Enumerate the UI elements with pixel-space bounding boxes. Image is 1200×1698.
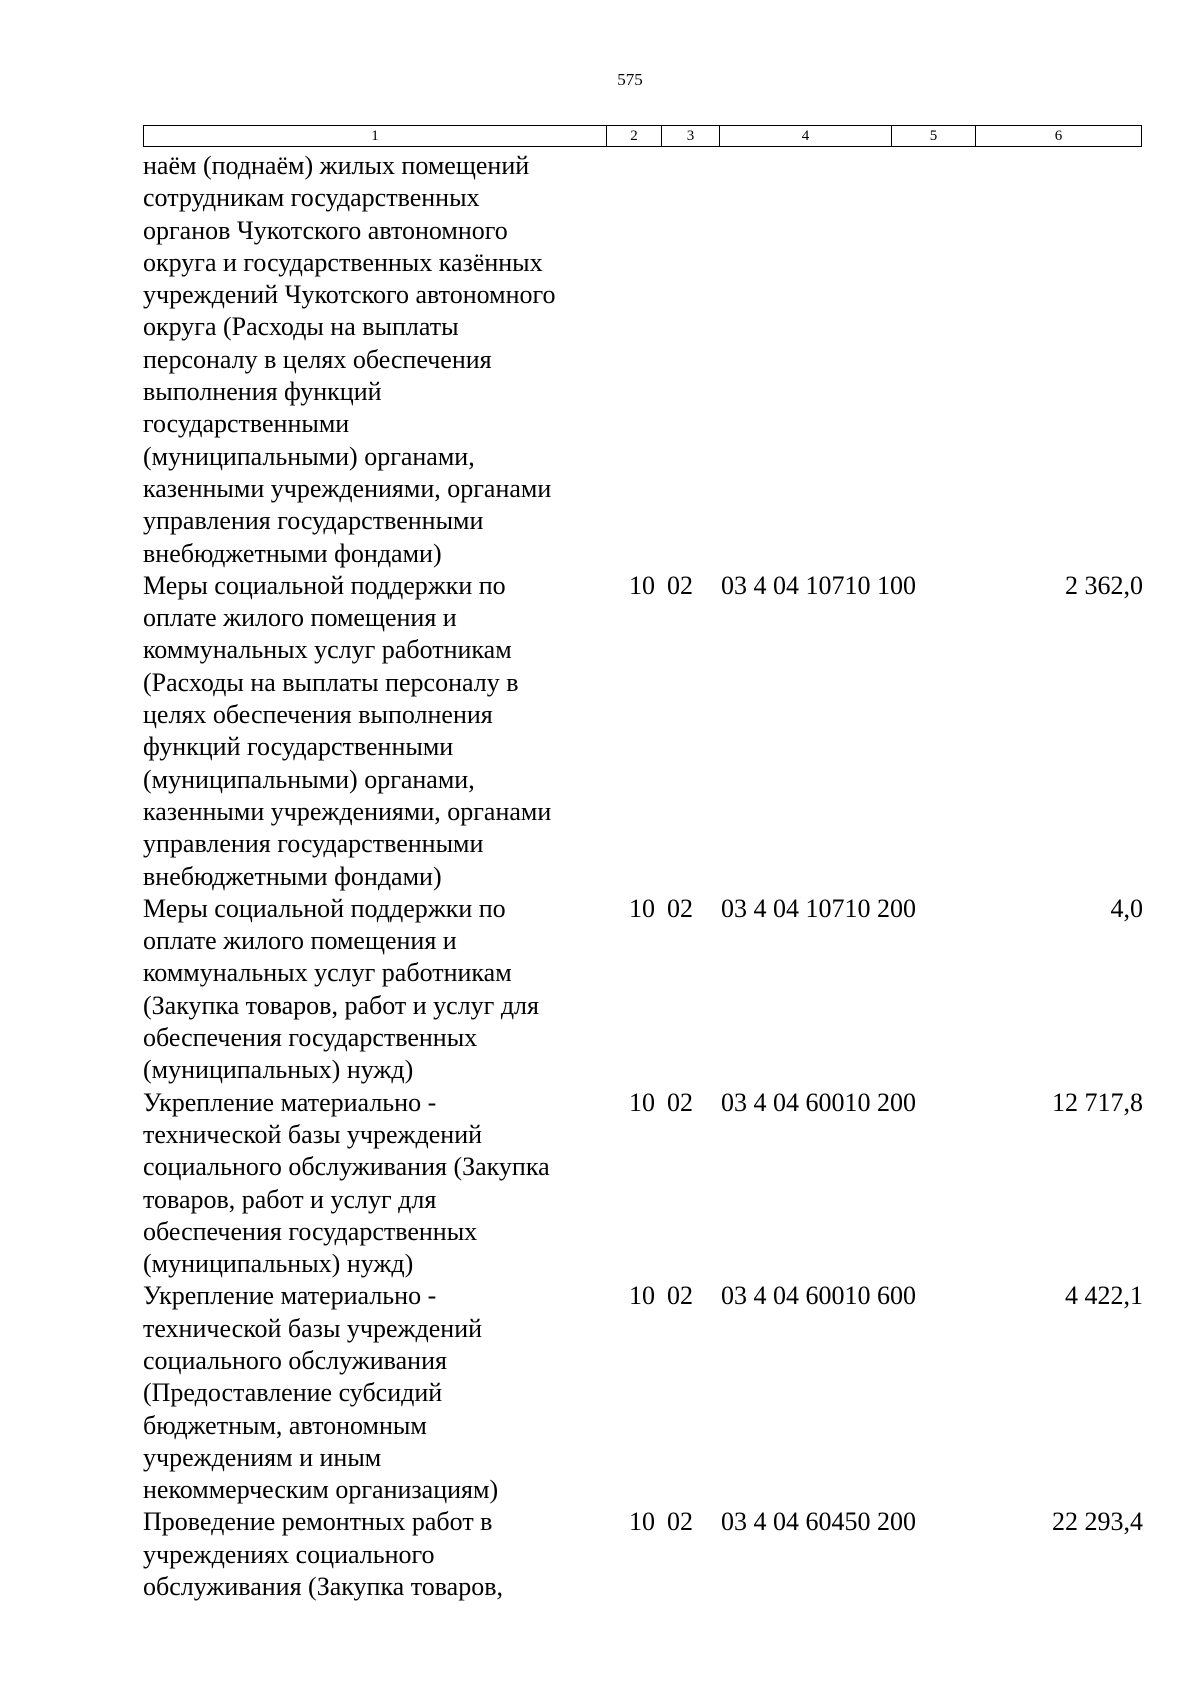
- header-col-4: 4: [720, 126, 892, 147]
- description-line: обеспечения государственных: [143, 1216, 478, 1246]
- table-row: [143, 1087, 1143, 1281]
- section-code: 10: [629, 893, 655, 923]
- header-col-3: 3: [662, 126, 720, 147]
- expense-description: [143, 1280, 600, 1506]
- description-line: наём (поднаём) жилых помещений: [143, 151, 530, 180]
- description-line: Укрепление материально -: [143, 1281, 437, 1311]
- budget-table-body: [143, 150, 1143, 1603]
- section-code: 10: [629, 1281, 655, 1311]
- description-line: (муниципальными) органами,: [143, 441, 475, 471]
- description-line: (Предоставление субсидий: [143, 1378, 443, 1408]
- description-line: Меры социальной поддержки по: [143, 570, 506, 600]
- subsection-cell: [655, 150, 685, 570]
- description-line: обеспечения государственных: [143, 1023, 478, 1053]
- description-line: персоналу в целях обеспечения: [143, 344, 492, 374]
- subsection-cell: [655, 1280, 693, 1506]
- description-line: целях обеспечения выполнения: [143, 700, 493, 730]
- description-line: Укрепление материально -: [143, 1087, 437, 1117]
- description-line: управления государственными: [143, 506, 484, 536]
- amount: 4 422,1: [1065, 1281, 1143, 1311]
- description-line: оплате жилого помещения и: [143, 926, 457, 956]
- table-row: [143, 570, 1143, 893]
- amount: 4,0: [1110, 893, 1143, 923]
- table-row: [143, 1280, 1143, 1506]
- description-line: округа и государственных казённых: [143, 247, 543, 277]
- description-line: коммунальных услуг работникам: [143, 958, 512, 988]
- description-line: государственными: [143, 409, 350, 439]
- description-line: внебюджетными фондами): [143, 538, 442, 568]
- header-row: [144, 126, 1142, 147]
- description-line: технической базы учреждений: [143, 1119, 483, 1149]
- amount: 22 293,4: [1052, 1507, 1143, 1537]
- description-line: учреждений Чукотского автономного: [143, 280, 556, 310]
- section-code: 10: [629, 1507, 655, 1537]
- description-line: Меры социальной поддержки по: [143, 893, 506, 923]
- description-line: (Расходы на выплаты персоналу в: [143, 667, 519, 697]
- expense-description: [143, 570, 600, 893]
- subsection-code: 02: [667, 1507, 693, 1537]
- header-col-1: 1: [144, 126, 607, 147]
- header-col-5: 5: [892, 126, 976, 147]
- description-line: выполнения функций: [143, 377, 382, 407]
- description-line: управления государственными: [143, 829, 484, 859]
- description-line: сотрудникам государственных: [143, 183, 480, 213]
- expense-description: [143, 150, 600, 570]
- header-col-2: 2: [607, 126, 662, 147]
- table-row: [143, 1506, 1143, 1603]
- description-line: оплате жилого помещения и: [143, 603, 457, 633]
- subsection-code: 02: [667, 1087, 693, 1117]
- subsection-code: 02: [667, 570, 693, 600]
- expense-description: [143, 1506, 600, 1603]
- table-row: [143, 150, 1143, 570]
- subsection-cell: [655, 893, 693, 1087]
- page-number: 575: [617, 70, 643, 89]
- description-line: коммунальных услуг работникам: [143, 635, 512, 665]
- amount: [915, 150, 1143, 570]
- description-line: органов Чукотского автономного: [143, 215, 508, 245]
- target-article-code: 03 4 04 60450 200: [721, 1507, 916, 1537]
- description-line: учреждениях социального: [143, 1539, 435, 1569]
- target-article-code: 03 4 04 10710 100: [721, 570, 916, 600]
- description-line: некоммерческим организациям): [143, 1475, 499, 1505]
- description-line: Проведение ремонтных работ в: [143, 1507, 493, 1537]
- column-number-header: [143, 125, 1142, 147]
- subsection-cell: [655, 1506, 693, 1603]
- description-line: округа (Расходы на выплаты: [143, 312, 459, 342]
- subsection-code: 02: [667, 1281, 693, 1311]
- description-line: товаров, работ и услуг для: [143, 1184, 437, 1214]
- description-line: социального обслуживания: [143, 1345, 447, 1375]
- subsection-cell: [655, 1087, 693, 1281]
- description-line: технической базы учреждений: [143, 1313, 483, 1343]
- description-line: внебюджетными фондами): [143, 861, 442, 891]
- target-article-code: 03 4 04 10710 200: [721, 893, 916, 923]
- section-code: 10: [629, 570, 655, 600]
- subsection-code: 02: [667, 893, 693, 923]
- description-line: функций государственными: [143, 732, 454, 762]
- target-article-code: 03 4 04 60010 600: [721, 1281, 916, 1311]
- target-article-code: 03 4 04 60010 200: [721, 1087, 916, 1117]
- description-line: учреждениям и иным: [143, 1442, 382, 1472]
- description-line: социального обслуживания (Закупка: [143, 1152, 550, 1182]
- description-line: (муниципальными) органами,: [143, 764, 475, 794]
- table-row: [143, 893, 1143, 1087]
- expense-description: [143, 1087, 600, 1281]
- description-line: (муниципальных) нужд): [143, 1055, 414, 1085]
- expense-description: [143, 893, 600, 1087]
- description-line: бюджетным, автономным: [143, 1410, 427, 1440]
- section-code: [600, 150, 655, 570]
- amount: 12 717,8: [1052, 1087, 1143, 1117]
- description-line: (муниципальных) нужд): [143, 1249, 414, 1279]
- description-line: казенными учреждениями, органами: [143, 796, 552, 826]
- description-line: обслуживания (Закупка товаров,: [143, 1572, 503, 1602]
- header-col-6: 6: [976, 126, 1142, 147]
- section-code: 10: [629, 1087, 655, 1117]
- target-article-code: [685, 150, 915, 570]
- subsection-cell: [655, 570, 693, 893]
- amount: 2 362,0: [1065, 570, 1143, 600]
- description-line: казенными учреждениями, органами: [143, 473, 552, 503]
- description-line: (Закупка товаров, работ и услуг для: [143, 990, 539, 1020]
